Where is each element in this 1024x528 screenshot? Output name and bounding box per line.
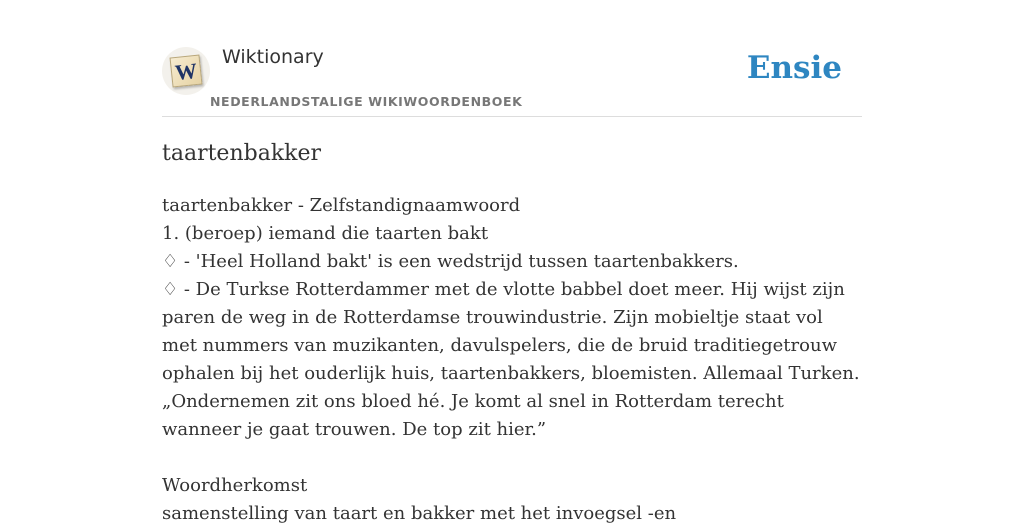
etymology-text: samenstelling van taart en bakker met het invoegsel -en — [162, 503, 677, 524]
logo-tile — [170, 55, 203, 88]
site-tagline: NEDERLANDSTALIGE WIKIWOORDENBOEK — [210, 94, 523, 109]
spacer — [162, 444, 862, 472]
entry-content — [162, 192, 862, 528]
site-header — [162, 0, 862, 117]
logo-letter: W — [173, 57, 199, 86]
definition: 1. (beroep) iemand die taarten bakt — [162, 223, 489, 244]
entry-heading: taartenbakker - Zelfstandignaamwoord — [162, 195, 521, 216]
ensie-brand-link[interactable]: Ensie — [746, 50, 842, 86]
example-sentence: ♢ - De Turkse Rotterdammer met de vlotte babbel doet meer. Hij wijst zijn paren de weg in de Rotterdamse trouwindustrie. Zijn mobieltje staat vol met nummers van muzikanten, davulspelers, die de bruid traditiegetrouw ophalen bij het ouderlijk huis, taartenbakkers, bloemisten. Allemaal Turken. „Ondernemen zit ons bloed hé. Je komt al snel in Rotterdam terecht wanneer je gaat trouwen. De top zit hier.” — [162, 279, 860, 440]
site-name[interactable]: Wiktionary — [222, 46, 324, 68]
page-title: taartenbakker — [162, 141, 322, 166]
etymology-heading: Woordherkomst — [162, 475, 308, 496]
wiktionary-logo-icon[interactable] — [162, 47, 210, 95]
example-sentence: ♢ - 'Heel Holland bakt' is een wedstrijd tussen taartenbakkers. — [162, 251, 739, 272]
